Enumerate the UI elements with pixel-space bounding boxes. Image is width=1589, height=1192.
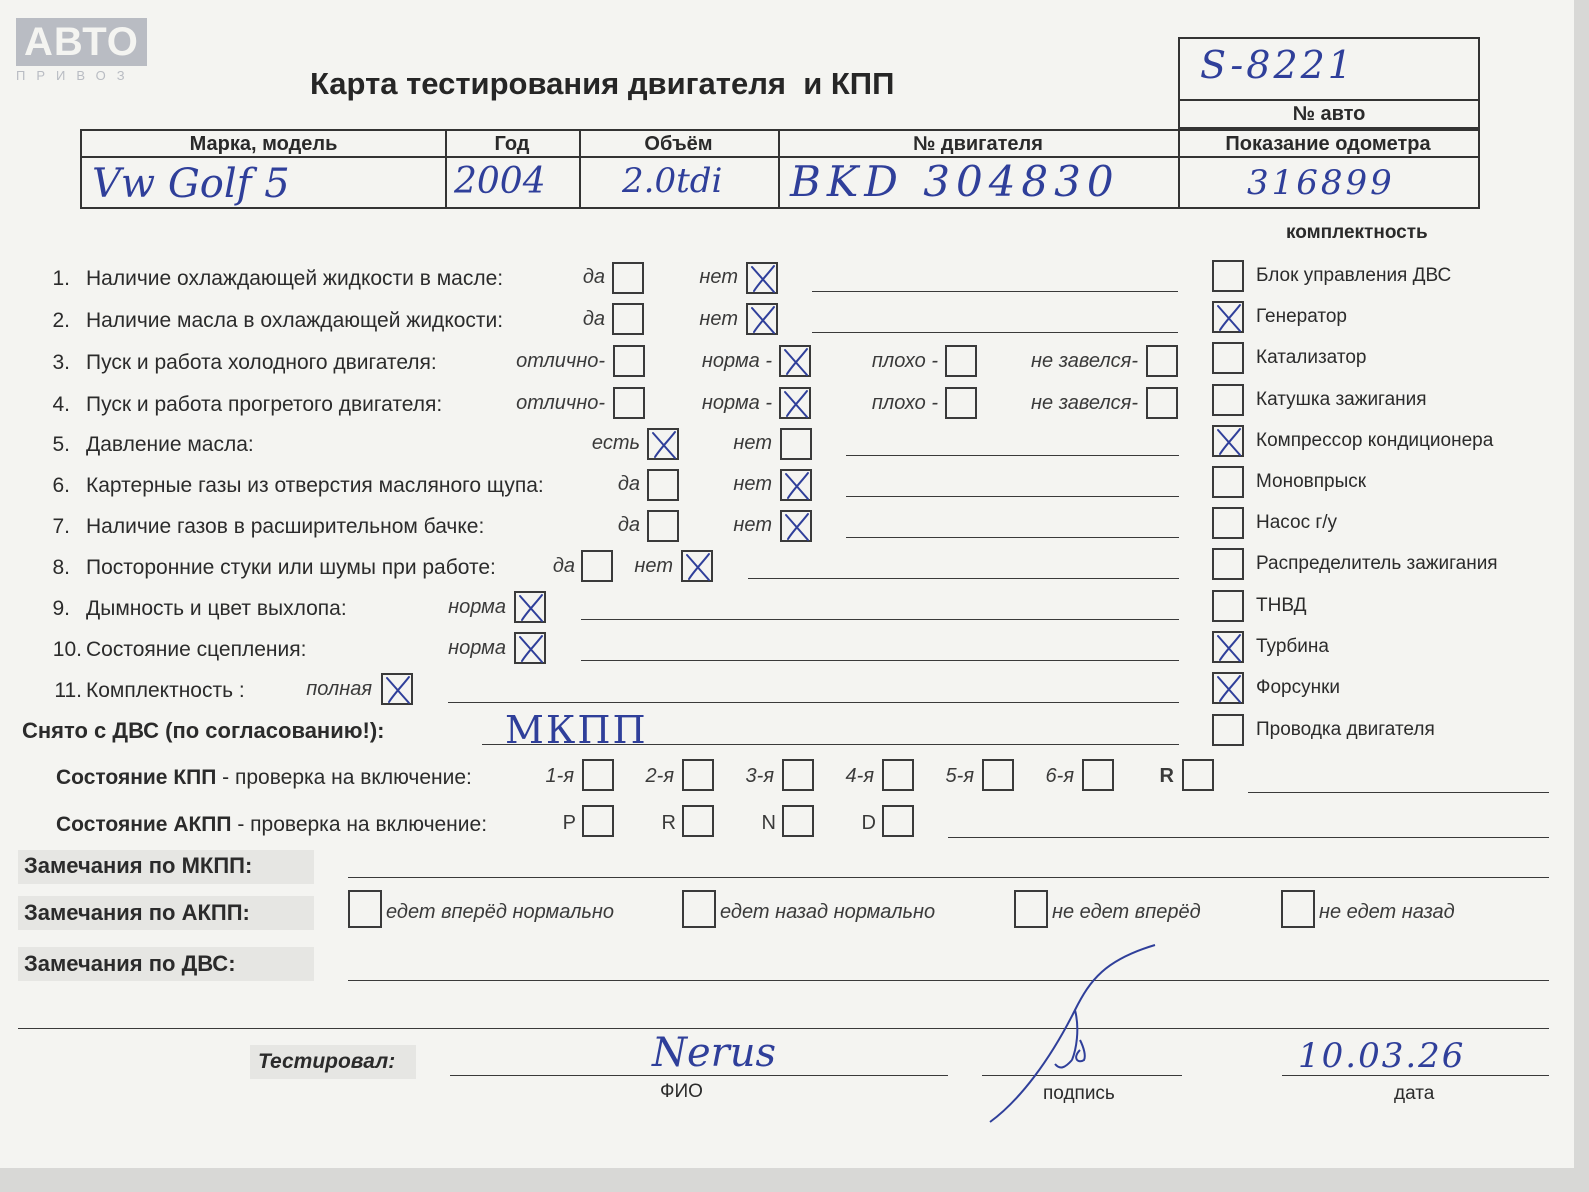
option-label: нет <box>699 308 738 330</box>
checkbox[interactable] <box>681 550 713 582</box>
date-line <box>1282 1075 1549 1076</box>
item-label: Посторонние стуки или шумы при работе: <box>86 556 496 579</box>
notes-line <box>581 660 1179 661</box>
checkbox[interactable] <box>1212 590 1244 622</box>
page-title: Карта тестирования двигателя и КПП <box>310 66 895 101</box>
check-mark-icon <box>745 261 781 297</box>
checkbox[interactable] <box>647 428 679 460</box>
check-mark-icon <box>1211 300 1247 336</box>
check-mark-icon <box>380 672 416 708</box>
notes-line <box>846 496 1179 497</box>
option-label: не завелся- <box>1031 350 1138 372</box>
option-label: да <box>582 266 605 288</box>
remarks-extra-line <box>18 1028 1549 1029</box>
gear-label: 3-я <box>745 765 774 787</box>
option-label: норма - <box>701 392 772 414</box>
value-make-model: Vw Golf 5 <box>92 161 290 207</box>
value-volume: 2.0tdi <box>622 161 723 201</box>
akpp-remark-checkbox[interactable] <box>1281 890 1315 928</box>
checkbox[interactable] <box>1212 507 1244 539</box>
completeness-item: Распределитель зажигания <box>1256 553 1498 574</box>
option-label: да <box>617 473 640 495</box>
checkbox[interactable] <box>647 510 679 542</box>
item-number: 4. <box>52 393 70 416</box>
checkbox[interactable] <box>612 262 644 294</box>
akpp-gear-label: R <box>661 812 676 834</box>
akpp-notes-line <box>948 837 1549 838</box>
option-label: да <box>582 308 605 330</box>
option-label: норма <box>448 596 506 618</box>
check-mark-icon <box>680 549 716 585</box>
akpp-remark-option: не едет назад <box>1319 901 1455 923</box>
checkbox[interactable] <box>1212 714 1244 746</box>
item-number: 7. <box>52 515 70 538</box>
option-label: отлично- <box>516 350 605 372</box>
option-label: полная <box>306 678 372 700</box>
checkbox[interactable] <box>746 303 778 335</box>
notes-line <box>448 702 1179 703</box>
completeness-item: Турбина <box>1256 636 1329 657</box>
akpp-label-bold: Состояние АКПП <box>56 813 232 836</box>
item-label: Пуск и работа прогретого двигателя: <box>86 393 443 416</box>
gear-label: 2-я <box>645 765 674 787</box>
gear-checkbox[interactable] <box>582 759 614 791</box>
option-label: отлично- <box>516 392 605 414</box>
option-label: не завелся- <box>1031 392 1138 414</box>
tested-label: Тестировал: <box>258 1050 396 1073</box>
kpp-notes-line <box>1248 792 1549 793</box>
item-number: 9. <box>52 597 70 620</box>
completeness-item: Проводка двигателя <box>1256 719 1435 740</box>
checkbox[interactable] <box>1212 466 1244 498</box>
kpp-label-rest: - проверка на включение: <box>216 766 472 789</box>
removed-line <box>482 744 1179 745</box>
completeness-title: комплектность <box>1286 222 1428 243</box>
option-label: нет <box>699 266 738 288</box>
akpp-remark-checkbox[interactable] <box>682 890 716 928</box>
gear-checkbox[interactable] <box>882 759 914 791</box>
akpp-gear-label: D <box>861 812 876 834</box>
item-number: 8. <box>52 556 70 579</box>
checkbox[interactable] <box>945 345 977 377</box>
kpp-label-bold: Состояние КПП <box>56 766 217 789</box>
remarks-akpp-label: Замечания по АКПП: <box>24 900 250 925</box>
remarks-mkpp-label: Замечания по МКПП: <box>24 853 253 878</box>
checkbox[interactable] <box>1146 387 1178 419</box>
check-mark-icon <box>779 468 815 504</box>
option-label: нет <box>634 555 673 577</box>
akpp-remark-checkbox[interactable] <box>348 890 382 928</box>
item-label: Наличие охлаждающей жидкости в масле: <box>86 267 504 290</box>
akpp-gear-checkbox[interactable] <box>782 805 814 837</box>
remarks-dvs-label: Замечания по ДВС: <box>24 951 236 976</box>
logo-sub: ПРИВОЗ <box>16 68 136 83</box>
auto-number-box <box>1178 37 1480 129</box>
removed-label: Снято с ДВС (по согласованию!): <box>22 718 385 743</box>
checkbox[interactable] <box>945 387 977 419</box>
completeness-item: Насос г/у <box>1256 512 1338 533</box>
item-label: Давление масла: <box>86 433 254 456</box>
gear-label: 4-я <box>845 765 874 787</box>
header-make-model: Марка, модель <box>189 133 338 155</box>
value-odometer: 316899 <box>1247 163 1395 203</box>
checkbox[interactable] <box>1212 425 1244 457</box>
check-mark-icon <box>513 590 549 626</box>
checkbox[interactable] <box>1212 301 1244 333</box>
option-label: плохо - <box>871 350 938 372</box>
checkbox[interactable] <box>612 303 644 335</box>
check-mark-icon <box>1211 424 1247 460</box>
option-label: нет <box>733 473 772 495</box>
header-year: Год <box>494 133 530 155</box>
check-mark-icon <box>1211 671 1247 707</box>
gear-checkbox[interactable] <box>1182 759 1214 791</box>
completeness-item: Генератор <box>1256 306 1347 327</box>
checkbox[interactable] <box>581 550 613 582</box>
tester-name: Nerus <box>652 1030 777 1076</box>
checkbox[interactable] <box>613 345 645 377</box>
notes-line <box>748 578 1179 579</box>
logo-main: АВТО <box>16 18 147 66</box>
gear-label: 5-я <box>945 765 974 787</box>
checkbox[interactable] <box>1212 548 1244 580</box>
checkbox[interactable] <box>613 387 645 419</box>
akpp-gear-checkbox[interactable] <box>682 805 714 837</box>
item-number: 5. <box>52 433 70 456</box>
gear-checkbox[interactable] <box>1082 759 1114 791</box>
option-label: да <box>552 555 575 577</box>
akpp-remark-option: едет вперёд нормально <box>386 901 615 923</box>
signature-caption: подпись <box>1043 1083 1115 1104</box>
item-label: Дымность и цвет выхлопа: <box>86 597 347 620</box>
notes-line <box>812 291 1178 292</box>
completeness-item: Катушка зажигания <box>1256 389 1427 410</box>
option-label: нет <box>733 432 772 454</box>
checkbox[interactable] <box>779 345 811 377</box>
option-label: есть <box>591 432 640 454</box>
auto-number-value: S-8221 <box>1200 43 1355 87</box>
checkbox[interactable] <box>1212 260 1244 292</box>
option-label: норма - <box>701 350 772 372</box>
check-mark-icon <box>513 631 549 667</box>
gear-label: 6-я <box>1045 765 1074 787</box>
item-label: Картерные газы из отверстия масляного щупа: <box>86 474 544 497</box>
item-label: Наличие масла в охлаждающей жидкости: <box>86 309 504 332</box>
checkbox[interactable] <box>1146 345 1178 377</box>
item-number: 10. <box>52 638 82 661</box>
value-engine-number: BKD 304830 <box>790 157 1120 206</box>
completeness-item: Блок управления ДВС <box>1256 265 1452 286</box>
option-label: да <box>617 514 640 536</box>
check-mark-icon <box>745 302 781 338</box>
auto-number-label: № авто <box>1292 103 1366 125</box>
checkbox[interactable] <box>514 632 546 664</box>
gear-checkbox[interactable] <box>982 759 1014 791</box>
check-mark-icon <box>646 427 682 463</box>
check-mark-icon <box>778 344 814 380</box>
header-volume: Объём <box>644 133 713 155</box>
item-label: Наличие газов в расширительном бачке: <box>86 515 485 538</box>
akpp-remark-option: не едет вперёд <box>1052 901 1201 923</box>
avto-privoz-logo <box>16 18 147 83</box>
completeness-item: Форсунки <box>1256 677 1340 698</box>
vehicle-table <box>80 129 1480 209</box>
checkbox[interactable] <box>381 673 413 705</box>
header-odometer: Показание одометра <box>1225 133 1431 155</box>
remarks-dvs-line <box>348 980 1549 981</box>
akpp-gear-checkbox[interactable] <box>882 805 914 837</box>
checkbox[interactable] <box>647 469 679 501</box>
table-header-divider <box>82 156 1478 158</box>
completeness-item: Катализатор <box>1256 347 1367 368</box>
gear-checkbox[interactable] <box>782 759 814 791</box>
item-label: Пуск и работа холодного двигателя: <box>86 351 437 374</box>
date-value: 10.03.26 <box>1298 1036 1466 1076</box>
notes-line <box>812 332 1178 333</box>
value-year: 2004 <box>454 161 546 202</box>
kpp-label <box>56 766 472 790</box>
item-number: 3. <box>52 351 70 374</box>
item-label: Состояние сцепления: <box>86 638 307 661</box>
auto-number-divider <box>1180 99 1478 101</box>
option-label: нет <box>733 514 772 536</box>
checkbox[interactable] <box>1212 384 1244 416</box>
checkbox[interactable] <box>780 510 812 542</box>
completeness-item: Компрессор кондиционера <box>1256 430 1494 451</box>
item-number: 11. <box>54 679 82 702</box>
notes-line <box>581 619 1179 620</box>
gear-label: R <box>1159 765 1174 787</box>
removed-value: МКПП <box>505 708 648 752</box>
akpp-remark-checkbox[interactable] <box>1014 890 1048 928</box>
name-line <box>450 1075 948 1076</box>
akpp-label <box>56 813 487 837</box>
akpp-gear-label: P <box>562 812 576 834</box>
akpp-remark-option: едет назад нормально <box>720 901 936 923</box>
checkbox[interactable] <box>779 387 811 419</box>
notes-line <box>846 537 1179 538</box>
checkbox[interactable] <box>1212 631 1244 663</box>
item-number: 6. <box>52 474 70 497</box>
item-number: 1. <box>52 267 70 290</box>
akpp-label-rest: - проверка на включение: <box>231 813 488 836</box>
checkbox[interactable] <box>746 262 778 294</box>
header-engine-number: № двигателя <box>913 133 1043 155</box>
check-mark-icon <box>778 386 814 422</box>
gear-label: 1-я <box>545 765 574 787</box>
notes-line <box>846 455 1179 456</box>
checkbox[interactable] <box>780 428 812 460</box>
checkbox[interactable] <box>780 469 812 501</box>
option-label: норма <box>448 637 506 659</box>
akpp-gear-label: N <box>761 812 776 834</box>
checkbox[interactable] <box>1212 672 1244 704</box>
remarks-mkpp-line <box>348 877 1549 878</box>
completeness-item: Моновпрыск <box>1256 471 1367 492</box>
check-mark-icon <box>1211 630 1247 666</box>
akpp-gear-checkbox[interactable] <box>582 805 614 837</box>
checkbox[interactable] <box>514 591 546 623</box>
gear-checkbox[interactable] <box>682 759 714 791</box>
check-mark-icon <box>779 509 815 545</box>
item-label: Комплектность : <box>86 679 245 702</box>
name-caption: ФИО <box>660 1081 703 1102</box>
signature-image <box>980 940 1170 1130</box>
item-number: 2. <box>52 309 70 332</box>
completeness-item: ТНВД <box>1256 595 1307 616</box>
option-label: плохо - <box>871 392 938 414</box>
checkbox[interactable] <box>1212 342 1244 374</box>
date-caption: дата <box>1394 1083 1435 1104</box>
